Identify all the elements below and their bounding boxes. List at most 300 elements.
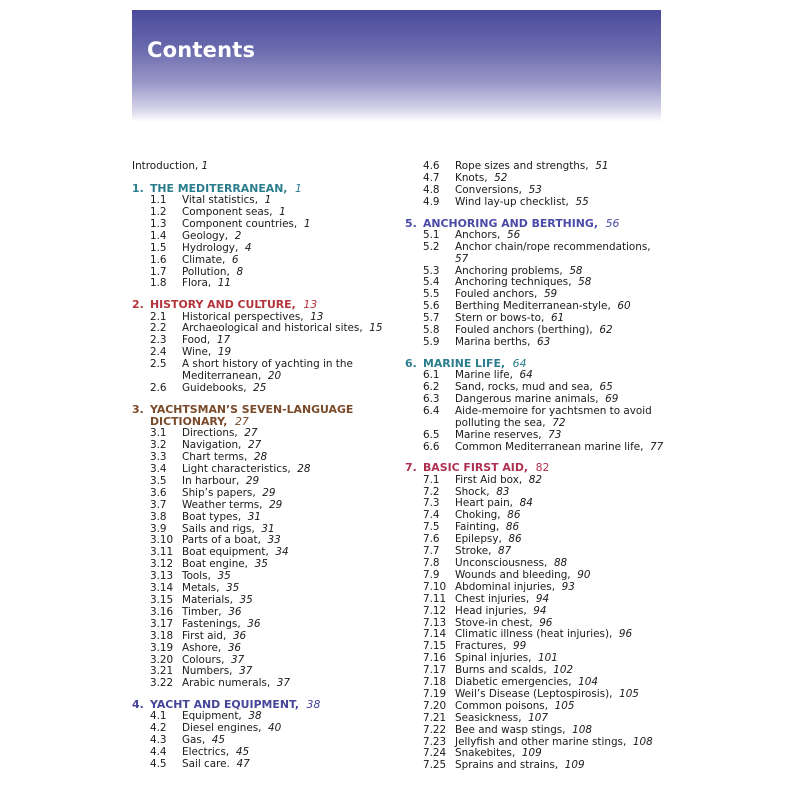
section-number: 3. <box>132 402 144 416</box>
subentry-title: Parts of a boat, <box>182 534 261 547</box>
subentry-title: Wine, <box>182 346 212 359</box>
subentry-number: 7.8 <box>423 556 440 569</box>
subentry-number: 7.15 <box>423 640 447 653</box>
subentry-page: 104 <box>578 676 598 689</box>
subentry-number: 1.1 <box>150 194 167 207</box>
subentry-title-wrap <box>455 242 665 266</box>
subentry-page: 37 <box>231 653 245 666</box>
subentry-number: 3.20 <box>150 653 174 666</box>
subentry-number: 7.9 <box>423 568 440 581</box>
subentry-page: 29 <box>269 498 283 511</box>
subentry-page: 59 <box>543 288 558 301</box>
subentry-number: 3.18 <box>150 629 174 642</box>
subentry-page: 56 <box>506 228 521 241</box>
subentry-number: 5.8 <box>423 324 440 337</box>
toc-subentry[interactable] <box>132 500 400 512</box>
subentry-title-wrap <box>455 406 665 430</box>
subentry-title: Hydrology, <box>182 241 239 254</box>
subentry-title: Weather terms, <box>182 498 263 511</box>
subentry-page: 83 <box>496 485 510 498</box>
toc-subentry[interactable] <box>132 231 400 243</box>
section-heading[interactable] <box>405 218 665 230</box>
subentry-page: 57 <box>455 252 469 265</box>
toc-subentry[interactable] <box>405 475 665 487</box>
subentry-number: 3.21 <box>150 665 174 678</box>
subentry-page: 96 <box>539 616 553 629</box>
toc-subentry[interactable] <box>132 255 400 267</box>
subentry-title: Light characteristics, <box>182 463 291 476</box>
subentry-number: 7.24 <box>423 747 447 760</box>
subentry-page: 1 <box>279 206 286 219</box>
subentry-number: 1.4 <box>150 229 167 242</box>
toc-subentry[interactable] <box>132 383 400 395</box>
section-page: 82 <box>535 461 550 475</box>
subentry-title-wrap <box>455 760 665 772</box>
toc-subentry[interactable] <box>132 219 400 231</box>
subentry-page: 17 <box>216 334 231 347</box>
subentry-number: 3.15 <box>150 594 174 606</box>
toc-subentry[interactable] <box>405 498 665 510</box>
subentry-page: 82 <box>528 473 542 486</box>
subentry-page: 108 <box>632 735 653 748</box>
subentry-page: 55 <box>575 195 589 208</box>
subentry-number: 5.2 <box>423 240 440 253</box>
subentry-page: 35 <box>239 594 253 606</box>
section-title: BASIC FIRST AID, <box>423 461 529 475</box>
subentry-number: 6.3 <box>423 392 440 405</box>
subentry-page: 38 <box>248 710 262 723</box>
subentry-number: 3.6 <box>150 486 167 499</box>
subentry-title: Sand, rocks, mud and sea, <box>455 381 593 393</box>
toc-subentry[interactable] <box>132 243 400 255</box>
toc-subentry[interactable] <box>405 197 665 209</box>
subentry-title: Component countries, <box>182 217 298 230</box>
toc-subentry[interactable] <box>132 464 400 476</box>
subentry-title: Dangerous marine animals, <box>455 392 599 405</box>
subentry-title: Sprains and strains, <box>455 759 559 772</box>
subentry-number: 3.13 <box>150 570 174 583</box>
toc-subentry[interactable] <box>405 760 665 772</box>
subentry-number: 3.17 <box>150 617 174 630</box>
section-page: 64 <box>512 356 527 370</box>
subentry-number: 3.19 <box>150 641 174 654</box>
toc-subentry[interactable] <box>405 161 665 173</box>
subentry-title: Flora, <box>182 277 212 290</box>
subentry-number: 7.16 <box>423 652 447 665</box>
contents-banner <box>132 10 661 122</box>
subentry-title: In harbour, <box>182 474 240 487</box>
subentry-title: Timber, <box>182 605 222 618</box>
section-page: 56 <box>605 216 620 230</box>
toc-subentry[interactable] <box>405 337 665 349</box>
subentry-title: Spinal injuries, <box>455 652 532 665</box>
subentry-title: Head injuries, <box>455 604 527 617</box>
subentry-title: Anchoring problems, <box>455 264 563 277</box>
section-number: 7. <box>405 461 417 475</box>
subentry-title-wrap <box>182 678 400 690</box>
subentry-page: 93 <box>561 580 575 593</box>
subentry-page: 73 <box>548 428 562 441</box>
subentry-title: Equipment, <box>182 710 242 723</box>
subentry-page: 35 <box>254 558 268 571</box>
subentry-page: 1 <box>303 217 311 230</box>
subentry-number: 4.1 <box>150 710 167 723</box>
subentry-number: 7.5 <box>423 521 440 534</box>
subentry-page: 94 <box>535 592 550 605</box>
subentry-page: 11 <box>217 277 232 290</box>
subentry-title-wrap <box>455 197 665 209</box>
subentry-title: Archaeological and historical sites, <box>182 322 363 335</box>
subentry-page: 58 <box>569 264 583 277</box>
toc-subentry[interactable] <box>132 747 400 759</box>
subentry-number: 5.5 <box>423 288 440 301</box>
subentry-number: 1.2 <box>150 206 167 219</box>
subentry-page: 65 <box>599 381 613 393</box>
subentry-title-wrap <box>182 383 400 395</box>
section-heading[interactable] <box>132 699 400 711</box>
subentry-page: 36 <box>228 605 242 618</box>
subentry-number: 1.8 <box>150 277 167 290</box>
section-title: HISTORY AND CULTURE, <box>150 298 296 312</box>
subentry-title: Ashore, <box>182 641 222 654</box>
subentry-title: Navigation, <box>182 439 242 452</box>
subentry-title: Component seas, <box>182 206 273 219</box>
toc-subentry[interactable] <box>405 242 665 266</box>
section-title: THE MEDITERRANEAN, <box>150 181 288 195</box>
subentry-page: 19 <box>217 346 232 359</box>
subentry-title: Sail care. <box>182 758 230 771</box>
subentry-number: 6.2 <box>423 381 440 393</box>
toc-subentry[interactable] <box>405 522 665 534</box>
subentry-page: 37 <box>239 665 253 678</box>
subentry-title: Vital statistics, <box>182 194 259 207</box>
subentry-title: Rope sizes and strengths, <box>455 160 589 172</box>
toc-subentry[interactable] <box>132 267 400 279</box>
subentry-page: 20 <box>267 370 282 383</box>
toc-subentry[interactable] <box>132 488 400 500</box>
subentry-page: 35 <box>217 570 231 583</box>
toc-subentry[interactable] <box>132 359 400 383</box>
subentry-title: First aid, <box>182 629 227 642</box>
subentry-title: Seasickness, <box>455 711 522 724</box>
subentry-number: 7.7 <box>423 545 440 558</box>
subentry-number: 3.11 <box>150 546 174 559</box>
subentry-page: 29 <box>245 474 260 487</box>
subentry-title: Tools, <box>182 570 211 583</box>
section-page: 38 <box>306 698 321 712</box>
subentry-page: 108 <box>572 723 592 736</box>
section-number: 5. <box>405 216 417 230</box>
subentry-title: Marine reserves, <box>455 428 542 441</box>
subentry-title-wrap <box>182 278 400 290</box>
subentry-page: 86 <box>507 509 521 522</box>
subentry-number: 4.8 <box>423 183 440 196</box>
subentry-title: Metals, <box>182 582 220 595</box>
subentry-number: 2.5 <box>150 358 167 371</box>
toc-section <box>405 358 665 454</box>
subentry-number: 3.16 <box>150 605 174 618</box>
subentry-page: 2 <box>234 229 242 242</box>
subentry-title: Anchoring techniques, <box>455 276 572 289</box>
subentry-number: 4.7 <box>423 171 440 184</box>
subentry-number: 4.5 <box>150 758 167 771</box>
subentry-page: 40 <box>268 722 282 735</box>
subentry-page: 51 <box>595 160 609 172</box>
subentry-number: 2.1 <box>150 310 167 323</box>
section-page: 1 <box>295 181 302 195</box>
subentry-page: 31 <box>261 522 275 535</box>
subentry-number: 7.21 <box>423 711 447 724</box>
subentry-page: 58 <box>578 276 592 289</box>
subentry-title: Boat types, <box>182 510 242 523</box>
subentry-page: 27 <box>244 427 258 440</box>
section-title: ANCHORING AND BERTHING, <box>423 216 598 230</box>
subentry-page: 86 <box>505 521 520 534</box>
subentry-number: 3.8 <box>150 510 167 523</box>
subentry-title: Diesel engines, <box>182 722 262 735</box>
subentry-number: 4.9 <box>423 195 440 208</box>
subentry-page: 31 <box>247 510 262 523</box>
subentry-number: 5.6 <box>423 300 440 313</box>
subentry-number: 7.14 <box>423 628 447 641</box>
subentry-title: Common Mediterranean marine life, <box>455 440 644 453</box>
subentry-title: Wounds and bleeding, <box>455 568 571 581</box>
subentry-title: Anchors, <box>455 228 501 241</box>
subentry-title: Jellyfish and other marine stings, <box>455 735 627 748</box>
subentry-title: Climate, <box>182 253 226 266</box>
subentry-page: 28 <box>297 463 311 476</box>
subentry-number: 4.2 <box>150 722 167 735</box>
subentry-number: 7.18 <box>423 676 447 689</box>
subentry-number: 4.3 <box>150 734 167 747</box>
toc-subentry[interactable] <box>405 606 665 618</box>
subentry-page: 99 <box>513 640 527 653</box>
subentry-page: 63 <box>537 335 551 348</box>
subentry-title: Fainting, <box>455 521 500 534</box>
subentry-number: 7.13 <box>423 616 447 629</box>
subentry-number: 6.4 <box>423 404 440 417</box>
section-number: 6. <box>405 356 417 370</box>
section-page: 27 <box>234 415 249 429</box>
subentry-page: 33 <box>267 534 281 547</box>
subentry-number: 7.22 <box>423 723 447 736</box>
subentry-page: 34 <box>275 546 289 559</box>
subentry-number: 5.1 <box>423 228 440 241</box>
subentry-page: 107 <box>528 711 548 724</box>
subentry-page: 15 <box>369 322 383 335</box>
subentry-title: Choking, <box>455 509 501 522</box>
subentry-number: 2.3 <box>150 334 167 347</box>
toc-subentry[interactable] <box>405 442 665 454</box>
toc-subentry[interactable] <box>405 487 665 499</box>
subentry-page: 101 <box>538 652 558 665</box>
subentry-page: 86 <box>508 533 522 546</box>
subentry-page: 84 <box>519 497 533 510</box>
subentry-page: 25 <box>253 382 267 394</box>
subentry-title: Geology, <box>182 229 229 242</box>
subentry-title: Shock, <box>455 485 490 498</box>
toc-section <box>405 218 665 349</box>
section-number: 4. <box>132 698 144 712</box>
subentry-title: Anchor chain/rope recommendations, <box>455 240 651 253</box>
subentry-page: 36 <box>232 629 247 642</box>
toc-subentry[interactable] <box>132 631 400 643</box>
subentry-page: 62 <box>599 324 613 337</box>
section-heading[interactable] <box>132 404 400 428</box>
toc-subentry[interactable] <box>132 428 400 440</box>
subentry-number: 6.6 <box>423 440 440 453</box>
subentry-page: 45 <box>211 734 225 747</box>
subentry-page: 1 <box>264 194 272 207</box>
subentry-number: 3.9 <box>150 522 167 535</box>
subentry-title-wrap <box>455 442 665 454</box>
subentry-number: 3.7 <box>150 498 167 511</box>
subentry-page: 90 <box>577 568 591 581</box>
toc-section <box>132 404 400 690</box>
subentry-page: 105 <box>619 687 639 700</box>
subentry-number: 7.20 <box>423 699 447 712</box>
subentry-page: 53 <box>528 183 542 196</box>
subentry-number: 2.2 <box>150 322 167 335</box>
subentry-title: Chart terms, <box>182 451 248 464</box>
section-number: 1. <box>132 181 144 195</box>
subentry-page: 6 <box>231 253 239 266</box>
toc-subentry[interactable] <box>132 735 400 747</box>
subentry-number: 7.12 <box>423 604 447 617</box>
toc-subentry[interactable] <box>405 510 665 522</box>
subentry-page: 47 <box>236 758 250 771</box>
section-title: YACHT AND EQUIPMENT, <box>150 698 299 712</box>
toc-section <box>132 183 400 290</box>
subentry-title: Ship’s papers, <box>182 486 256 499</box>
subentry-title: Food, <box>182 334 211 347</box>
subentry-number: 6.5 <box>423 428 440 441</box>
subentry-title: Conversions, <box>455 183 522 196</box>
subentry-title: Sails and rigs, <box>182 522 255 535</box>
toc-subentry[interactable] <box>132 323 400 335</box>
toc-subentry[interactable] <box>405 534 665 546</box>
toc-subentry[interactable] <box>132 619 400 631</box>
subentry-number: 6.1 <box>423 369 440 382</box>
intro-page: 1 <box>201 160 209 172</box>
subentry-page: 105 <box>554 699 575 712</box>
toc-right-column <box>405 161 665 781</box>
subentry-title: Fractures, <box>455 640 507 653</box>
subentry-number: 4.4 <box>150 746 167 759</box>
subentry-title: Stroke, <box>455 545 492 558</box>
toc-section <box>132 299 400 395</box>
subentry-title: Fouled anchors, <box>455 288 538 301</box>
subentry-number: 3.5 <box>150 474 167 487</box>
toc-section <box>132 699 400 771</box>
subentry-title: Epilepsy, <box>455 533 502 546</box>
subentry-number: 4.6 <box>423 160 440 172</box>
subentry-title: Climatic illness (heat injuries), <box>455 628 613 641</box>
subentry-number: 3.2 <box>150 439 167 452</box>
subentry-title: Directions, <box>182 427 238 440</box>
section-title: YACHTSMAN’S SEVEN-LANGUAGE DICTIONARY, <box>150 402 354 429</box>
subentry-title-wrap <box>182 359 400 383</box>
subentry-page: 52 <box>494 171 508 184</box>
subentry-page: 37 <box>276 677 291 690</box>
subentry-number: 7.6 <box>423 533 440 546</box>
subentry-page: 72 <box>552 416 566 429</box>
subentry-number: 3.3 <box>150 451 167 464</box>
subentry-title: Wind lay-up checklist, <box>455 195 569 208</box>
toc-subentry[interactable] <box>132 278 400 290</box>
subentry-page: 27 <box>247 439 262 452</box>
subentry-number: 5.3 <box>423 264 440 277</box>
toc-subentry[interactable] <box>132 678 400 690</box>
subentry-number: 1.3 <box>150 217 167 230</box>
subentry-number: 7.19 <box>423 687 447 700</box>
section-heading[interactable] <box>405 358 665 370</box>
toc-subentry[interactable] <box>132 759 400 771</box>
subentry-number: 3.10 <box>150 534 174 547</box>
subentry-page: 109 <box>564 759 585 772</box>
subentry-number: 3.22 <box>150 677 174 690</box>
subentry-number: 3.1 <box>150 427 167 440</box>
subentry-title: Burns and scalds, <box>455 664 547 677</box>
subentry-number: 7.23 <box>423 735 447 748</box>
toc-left-column <box>132 161 400 771</box>
section-number: 2. <box>132 298 144 312</box>
subentry-title: Bee and wasp stings, <box>455 723 566 736</box>
subentry-title: Gas, <box>182 734 206 747</box>
toc-section <box>405 161 665 209</box>
intro-label: Introduction, <box>132 160 199 172</box>
toc-subentry[interactable] <box>132 335 400 347</box>
subentry-title: Aide-memoire for yachtsmen to avoid polluting the sea, <box>455 404 652 429</box>
subentry-page: 87 <box>498 545 512 558</box>
subentry-title: Stove-in chest, <box>455 616 533 629</box>
subentry-number: 7.3 <box>423 497 440 510</box>
toc-subentry[interactable] <box>132 723 400 735</box>
section-title: MARINE LIFE, <box>423 356 506 370</box>
toc-subentry[interactable] <box>132 643 400 655</box>
subentry-number: 7.17 <box>423 664 447 677</box>
subentry-title-wrap <box>455 337 665 349</box>
subentry-title: Guidebooks, <box>182 382 247 394</box>
subentry-title-wrap <box>182 759 400 771</box>
toc-section <box>405 462 665 772</box>
subentry-page: 28 <box>253 451 268 464</box>
subentry-page: 88 <box>553 556 568 569</box>
subentry-title: Numbers, <box>182 665 233 678</box>
subentry-page: 64 <box>519 369 533 382</box>
subentry-title: Marine life, <box>455 369 513 382</box>
page-title: Contents <box>147 38 256 62</box>
subentry-title: Marina berths, <box>455 335 531 348</box>
subentry-number: 7.2 <box>423 485 440 498</box>
subentry-page: 94 <box>533 604 547 617</box>
section-title-wrap <box>150 404 400 428</box>
subentry-number: 5.4 <box>423 276 440 289</box>
subentry-title: Knots, <box>455 171 488 184</box>
subentry-title: Unconsciousness, <box>455 556 548 569</box>
subentry-page: 96 <box>618 628 633 641</box>
subentry-page: 36 <box>227 641 242 654</box>
subentry-number: 7.10 <box>423 580 447 593</box>
subentry-number: 7.25 <box>423 759 447 772</box>
subentry-title: Boat equipment, <box>182 546 269 559</box>
subentry-number: 7.11 <box>423 592 447 605</box>
subentry-number: 7.1 <box>423 473 440 486</box>
subentry-number: 3.12 <box>150 558 174 571</box>
toc-subentry[interactable] <box>405 406 665 430</box>
subentry-number: 5.7 <box>423 312 440 325</box>
toc-intro-entry[interactable] <box>132 161 400 173</box>
